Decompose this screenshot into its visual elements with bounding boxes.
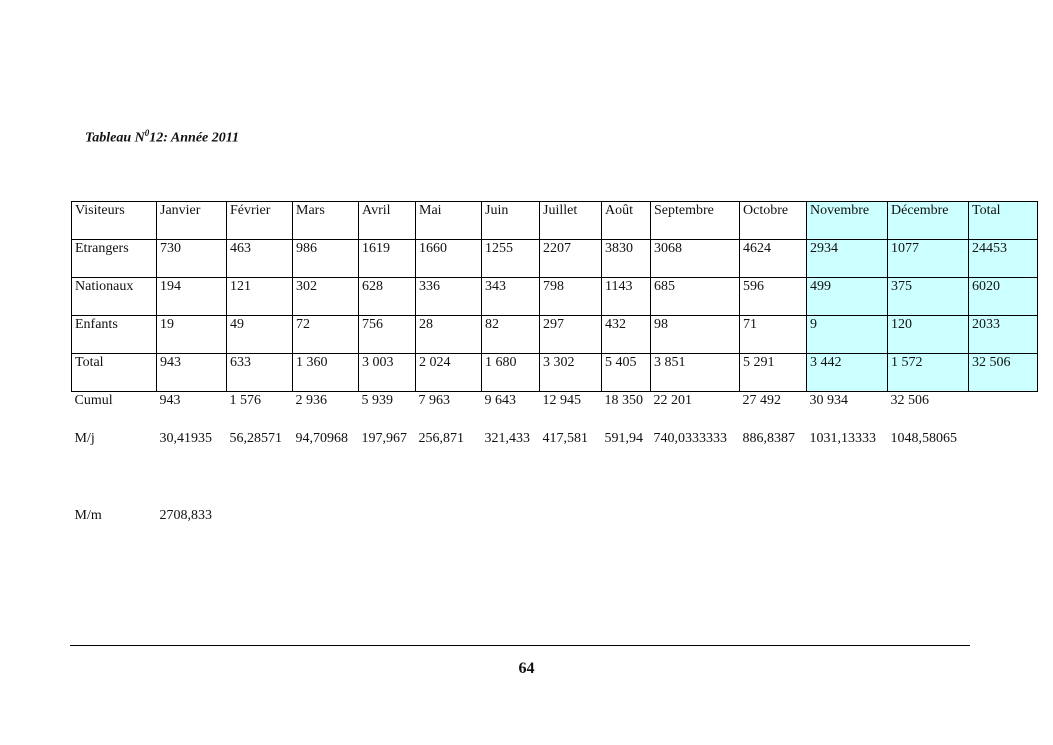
header-row <box>72 202 1038 240</box>
table-cell: Décembre <box>888 202 969 240</box>
row-label: M/j <box>74 430 95 446</box>
table-cell: 24453 <box>969 240 1038 278</box>
table-cell: 1660 <box>416 240 482 278</box>
row-label: M/m <box>74 507 102 523</box>
table-cell <box>540 507 602 545</box>
table-cell: Octobre <box>740 202 807 240</box>
table-cell: 82 <box>482 316 540 354</box>
table-cell: 2033 <box>969 316 1038 354</box>
table-cell: 9 <box>807 316 888 354</box>
table-cell: 6020 <box>969 278 1038 316</box>
table-cell: Mai <box>416 202 482 240</box>
table-row <box>72 240 1038 278</box>
table-cell <box>888 507 969 545</box>
table-row <box>72 354 1038 392</box>
table-cell: 98 <box>651 316 740 354</box>
table-cell: 5 405 <box>602 354 651 392</box>
table-cell: 432 <box>602 316 651 354</box>
table-cell: 7 963 <box>418 393 450 408</box>
row-label: Total <box>72 354 157 392</box>
table-cell: 1077 <box>888 240 969 278</box>
table-cell: 1 360 <box>293 354 359 392</box>
table-cell: 633 <box>227 354 293 392</box>
table-cell: Juin <box>482 202 540 240</box>
table-cell: Février <box>227 202 293 240</box>
table-cell: Avril <box>359 202 416 240</box>
table-cell: 3068 <box>651 240 740 278</box>
table-cell: 943 <box>157 354 227 392</box>
cumul-row <box>72 392 1038 430</box>
table-cell: 30,41935 <box>159 430 212 446</box>
table-cell: 3 302 <box>540 354 602 392</box>
table-cell: 18 350 <box>604 393 643 408</box>
table-cell: 943 <box>159 393 181 408</box>
table-caption: Tableau $N^012$: Année 2011 <box>85 128 239 146</box>
table-cell: 1143 <box>602 278 651 316</box>
table-cell: Septembre <box>651 202 740 240</box>
table-cell <box>359 507 416 545</box>
table-cell <box>602 507 651 545</box>
table-cell: 730 <box>157 240 227 278</box>
table-cell <box>969 507 1038 545</box>
table-cell: 1048,58065 <box>890 430 957 446</box>
table-cell: 5 291 <box>740 354 807 392</box>
table-cell: 321,433 <box>484 430 530 446</box>
table-cell: Août <box>602 202 651 240</box>
row-label: Enfants <box>72 316 157 354</box>
table-cell: 120 <box>888 316 969 354</box>
table-cell: 375 <box>888 278 969 316</box>
table-cell: 5 939 <box>361 393 393 408</box>
table-cell: 2 024 <box>416 354 482 392</box>
table-row <box>72 278 1038 316</box>
row-label: Nationaux <box>72 278 157 316</box>
table-cell: 499 <box>807 278 888 316</box>
table-cell <box>969 430 1038 507</box>
table-cell: 121 <box>227 278 293 316</box>
table-cell: 1 572 <box>888 354 969 392</box>
table-row <box>72 316 1038 354</box>
table-cell: 27 492 <box>742 393 781 408</box>
table-cell: 56,28571 <box>229 430 282 446</box>
table-cell: 72 <box>293 316 359 354</box>
table-cell: 3 003 <box>359 354 416 392</box>
table-cell <box>416 507 482 545</box>
table-cell: 3830 <box>602 240 651 278</box>
table-cell: 1 576 <box>229 393 261 408</box>
table-cell: 417,581 <box>542 430 588 446</box>
table-cell: 4624 <box>740 240 807 278</box>
table-cell: 1031,13333 <box>809 430 876 446</box>
table-cell: 2708,833 <box>159 507 212 523</box>
mj-row <box>72 430 1038 507</box>
table-cell: 1619 <box>359 240 416 278</box>
table-cell: 596 <box>740 278 807 316</box>
row-label: Visiteurs <box>72 202 157 240</box>
table-cell: 756 <box>359 316 416 354</box>
page-number: 64 <box>518 660 535 677</box>
row-label: Cumul <box>74 393 113 408</box>
table-cell: 591,94 <box>604 430 643 446</box>
table-cell <box>807 507 888 545</box>
row-label: Etrangers <box>72 240 157 278</box>
table-cell: 297 <box>540 316 602 354</box>
table-cell: 28 <box>416 316 482 354</box>
visitors-table <box>71 201 1038 545</box>
table-cell: 32 506 <box>969 354 1038 392</box>
table-cell: 343 <box>482 278 540 316</box>
mm-row <box>72 507 1038 545</box>
table-cell: 336 <box>416 278 482 316</box>
table-cell: 628 <box>359 278 416 316</box>
table-cell: 256,871 <box>418 430 464 446</box>
table-cell: 685 <box>651 278 740 316</box>
table-cell: 1 680 <box>482 354 540 392</box>
table-cell: 22 201 <box>653 393 692 408</box>
table-cell <box>293 507 359 545</box>
table-cell: 3 851 <box>651 354 740 392</box>
table-cell: 49 <box>227 316 293 354</box>
table-cell: 194 <box>157 278 227 316</box>
table-cell <box>482 507 540 545</box>
table-cell: 3 442 <box>807 354 888 392</box>
table-cell: 2934 <box>807 240 888 278</box>
footer-rule <box>70 645 970 646</box>
table-cell: 19 <box>157 316 227 354</box>
table-cell: 30 934 <box>809 393 848 408</box>
table-cell: Novembre <box>807 202 888 240</box>
table-cell: 32 506 <box>890 393 929 408</box>
table-cell: 2207 <box>540 240 602 278</box>
table-cell: 94,70968 <box>295 430 348 446</box>
table-cell: 2 936 <box>295 393 327 408</box>
table-cell: 886,8387 <box>742 430 795 446</box>
table-cell: 463 <box>227 240 293 278</box>
table-cell: Janvier <box>157 202 227 240</box>
table-cell: 12 945 <box>542 393 581 408</box>
table-cell: 986 <box>293 240 359 278</box>
table-cell: 71 <box>740 316 807 354</box>
table-cell: 740,0333333 <box>653 430 727 446</box>
table-cell: 302 <box>293 278 359 316</box>
table-cell: Mars <box>293 202 359 240</box>
table-cell: 197,967 <box>361 430 407 446</box>
table-cell: 1255 <box>482 240 540 278</box>
table-cell <box>969 392 1038 430</box>
table-cell: 798 <box>540 278 602 316</box>
table-cell <box>227 507 293 545</box>
table-cell <box>651 507 740 545</box>
table-cell: 9 643 <box>484 393 516 408</box>
table-cell: Juillet <box>540 202 602 240</box>
table-cell <box>740 507 807 545</box>
table-cell: Total <box>969 202 1038 240</box>
